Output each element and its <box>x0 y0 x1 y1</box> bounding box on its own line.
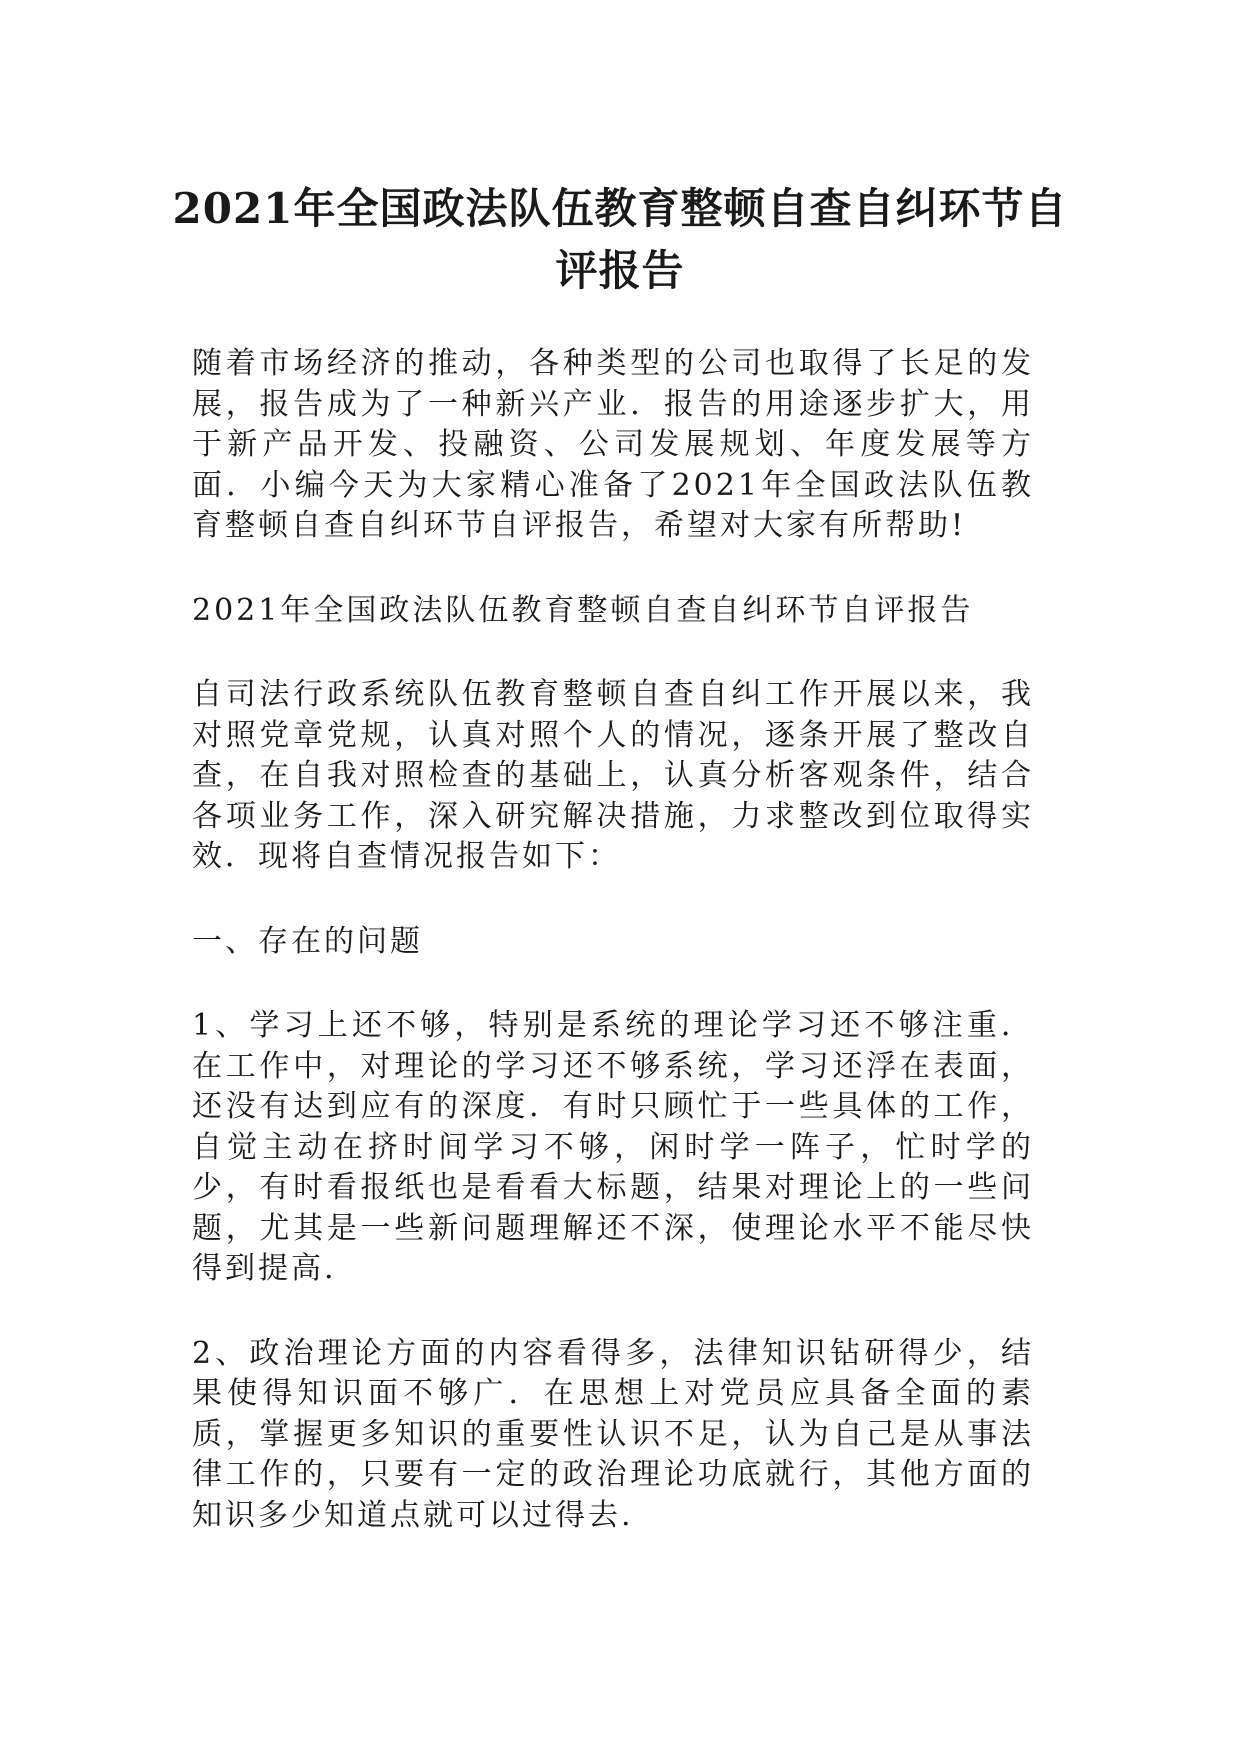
document-title: 2021年全国政法队伍教育整顿自查自纠环节自评报告 <box>172 184 1068 295</box>
preface-paragraph: 自司法行政系统队伍教育整顿自查自纠工作开展以来，我对照党章党规，认真对照个人的情况，逐条开展了整改自查，在自我对照检查的基础上，认真分析客观条件，结合各项业务工作，深入研究解决措施，力求整改到位取得实效．现将自查情况报告如下： <box>192 677 1034 874</box>
problem-item-1: 1、学习上还不够，特别是系统的理论学习还不够注重．在工作中，对理论的学习还不够系统，学习还浮在表面，还没有达到应有的深度．有时只顾忙于一些具体的工作，自觉主动在挤时间学习不够，闲时学一阵子，忙时学的少，有时看报纸也是看看大标题，结果对理论上的一些问题，尤其是一些新问题理解还不深，使理论水平不能尽快得到提高. <box>192 1008 1034 1286</box>
report-subtitle: 2021年全国政法队伍教育整顿自查自纠环节自评报告 <box>192 592 974 628</box>
intro-paragraph: 随着市场经济的推动，各种类型的公司也取得了长足的发展，报告成为了一种新兴产业．报告的用途逐步扩大，用于新产品开发、投融资、公司发展规划、年度发展等方面．小编今天为大家精心准备了2021年全国政法队伍教育整顿自查自纠环节自评报告，希望对大家有所帮助! <box>192 346 1034 543</box>
problem-item-2: 2、政治理论方面的内容看得多，法律知识钻研得少，结果使得知识面不够广．在思想上对党员应具备全面的素质，掌握更多知识的重要性认识不足，认为自己是从事法律工作的，只要有一定的政治理论功底就行，其他方面的知识多少知道点就可以过得去. <box>192 1335 1034 1533</box>
section-heading-problems: 一、存在的问题 <box>192 923 423 959</box>
document-body <box>192 344 1034 1580</box>
